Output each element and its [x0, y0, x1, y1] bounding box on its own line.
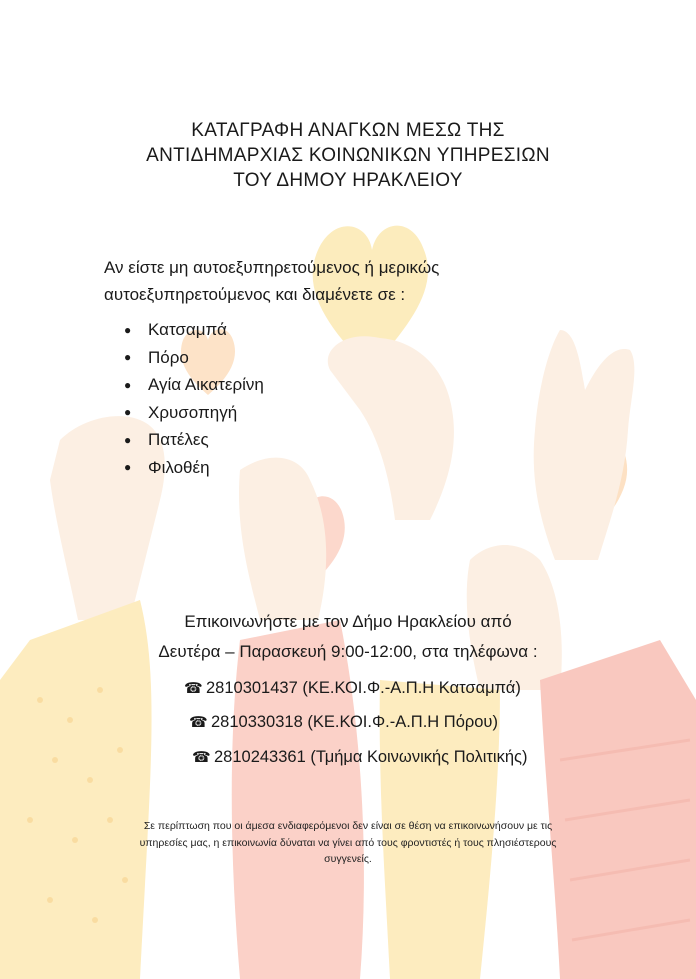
phone-handset-icon: ☎ [184, 680, 203, 697]
area-name: Κατσαμπά [148, 320, 227, 339]
footnote [110, 818, 586, 868]
phone-handset-icon: ☎ [189, 714, 208, 731]
areas-list [124, 316, 264, 481]
area-name: Αγία Αικατερίνη [148, 375, 264, 394]
sleeve-red-right [540, 640, 696, 979]
contact-line-1: Επικοινωνήστε με τον Δήμο Ηρακλείου από [184, 612, 512, 631]
bullet-icon: ● [124, 322, 132, 337]
phone-entry [189, 709, 498, 736]
bullet-icon: ● [124, 350, 132, 365]
list-item [124, 371, 264, 399]
intro-text [104, 254, 624, 308]
title-line-1: ΚΑΤΑΓΡΑΦΗ ΑΝΑΓΚΩΝ ΜΕΣΩ ΤΗΣ [191, 120, 505, 141]
phone-handset-icon: ☎ [192, 749, 211, 766]
phone-number-link[interactable]: 2810301437 [206, 679, 298, 697]
bullet-icon: ● [124, 432, 132, 447]
area-name: Φιλοθέη [148, 457, 210, 477]
title-line-3: ΤΟΥ ΔΗΜΟΥ ΗΡΑΚΛΕΙΟΥ [233, 170, 463, 191]
area-name: Πατέλες [148, 430, 209, 449]
area-name: Χρυσοπηγή [148, 402, 238, 422]
title-line-2: ΑΝΤΙΔΗΜΑΡΧΙΑΣ ΚΟΙΝΩΝΙΚΩΝ ΥΠΗΡΕΣΙΩΝ [146, 145, 550, 166]
list-item [124, 399, 264, 427]
sleeve-red-center [232, 620, 364, 979]
page-title [0, 118, 696, 193]
note-line-1: Σε περίπτωση που οι άμεσα ενδιαφερόμενοι δεν είναι σε θέση να επικοινωνήσουν με τις [143, 820, 553, 832]
contact-line-2: Δευτέρα – Παρασκευή 9:00-12:00, στα τηλέφωνα : [158, 642, 538, 661]
phone-label: (ΚΕ.ΚΟΙ.Φ.-Α.Π.Η Κατσαμπά) [302, 679, 521, 697]
bullet-icon: ● [124, 405, 132, 420]
phone-number-link[interactable]: 2810243361 [214, 748, 306, 766]
phone-label: (ΚΕ.ΚΟΙ.Φ.-Α.Π.Η Πόρου) [307, 713, 498, 731]
intro-line-2: αυτοεξυπηρετούμενος και διαμένετε σε : [104, 285, 406, 304]
note-line-2: υπηρεσίες μας, η επικοινωνία δύναται να γίνει από τους φροντιστές ή τους πλησιέστερους [139, 836, 557, 849]
phone-label: (Τμήμα Κοινωνικής Πολιτικής) [310, 748, 528, 766]
list-item [124, 426, 264, 454]
bullet-icon: ● [124, 377, 132, 392]
phone-number-link[interactable]: 2810330318 [211, 713, 303, 731]
list-item [124, 344, 264, 372]
note-line-3: συγγενείς. [324, 853, 372, 865]
phone-entry [192, 744, 527, 771]
list-item [124, 316, 264, 344]
area-name: Πόρο [148, 347, 189, 367]
contact-text [0, 607, 696, 667]
list-item [124, 454, 264, 482]
bullet-icon: ● [124, 460, 132, 475]
intro-line-1: Αν είστε μη αυτοεξυπηρετούμενος ή μερικώς [104, 258, 440, 277]
phone-entry [184, 675, 521, 702]
